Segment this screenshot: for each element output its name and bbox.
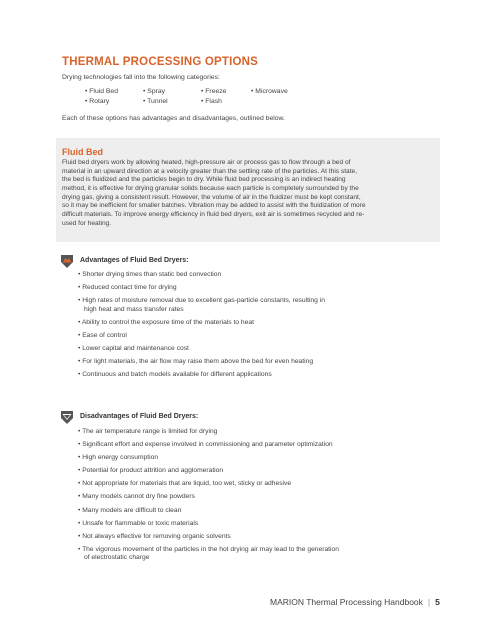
list-item: • For light materials, the air flow may raise them above the bed for even heating [78, 358, 438, 367]
fluid-bed-title: Fluid Bed [62, 147, 103, 157]
description-line: Fluid bed dryers work by allowing heated, high-pressure air or process gas to flow through a bed of [62, 159, 351, 166]
list-item: • Many models are difficult to clean [78, 507, 438, 516]
description-line: the bed is fluidized and the particles begin to dry. While fluid bed processing is an indirect heating [62, 176, 346, 184]
list-item: • The vigorous movement of the particles in the hot drying air may lead to the generation of electrostatic charge [78, 546, 438, 563]
description-line: method, it is effective for drying granular solids because each particle is completely surrounded by the [62, 184, 359, 192]
category-item: • Tunnel [143, 98, 201, 105]
thumbs-down-badge-icon [59, 409, 75, 425]
category-item: • Rotary [85, 98, 143, 105]
description-line: so it may be inefficient for smaller batches. Vibration may be added to assist with the fluidization of more [62, 202, 366, 210]
category-item: • Spray [143, 88, 201, 95]
list-item: • Continuous and batch models available for different applications [78, 371, 438, 380]
category-item: • Fluid Bed [85, 88, 143, 95]
fluid-bed-description [62, 159, 436, 228]
list-item: • Lower capital and maintenance cost [78, 345, 438, 354]
page-footer [270, 597, 440, 607]
disadvantages-list [78, 428, 438, 568]
list-item: • Ease of control [78, 332, 438, 341]
advantages-list [78, 271, 438, 384]
list-item: • Reduced contact time for drying [78, 284, 438, 293]
intro-text: Drying technologies fall into the following categories: [62, 74, 220, 81]
advantages-title: Advantages of Fluid Bed Dryers: [80, 257, 189, 264]
list-item: • Significant effort and expense involved in commissioning and parameter optimization [78, 441, 438, 450]
list-item: • The air temperature range is limited for drying [78, 428, 438, 437]
page-title: THERMAL PROCESSING OPTIONS [62, 56, 259, 68]
category-item: • Freeze [201, 88, 251, 95]
description-line: drying gas, giving a consistent result. However, the volume of air in the fluidizer must be kept constant, [62, 193, 361, 201]
list-item: • Many models cannot dry fine powders [78, 493, 438, 502]
list-item: • Potential for product attrition and agglomeration [78, 467, 438, 476]
description-line: difficult materials. To improve energy efficiency in fluid bed dryers, exit air is sometimes recycled and re- [62, 210, 365, 218]
list-item: • Not appropriate for materials that are liquid, too wet, sticky or adhesive [78, 480, 438, 489]
page-number: 5 [435, 597, 440, 607]
summary-text: Each of these options has advantages and disadvantages, outlined below. [62, 115, 285, 122]
disadvantages-title: Disadvantages of Fluid Bed Dryers: [80, 413, 199, 420]
category-item: • Flash [201, 98, 251, 105]
category-list [85, 88, 321, 105]
list-item: • Shorter drying times than static bed convection [78, 271, 438, 280]
thumbs-up-mountain-icon [59, 253, 75, 269]
list-item: • Not always effective for removing organic solvents [78, 533, 438, 542]
footer-separator: | [427, 597, 431, 607]
category-item: • Microwave [251, 88, 321, 95]
description-line: material in an upward direction at a velocity greater than the settling rate of the particles. At this state, [62, 167, 358, 175]
footer-title: MARION Thermal Processing Handbook [270, 597, 423, 607]
description-line: used for heating. [62, 219, 112, 227]
list-item: • High energy consumption [78, 454, 438, 463]
list-item: • Unsafe for flammable or toxic materials [78, 520, 438, 529]
list-item: • High rates of moisture removal due to excellent gas-particle constants, resulting in high heat and mass transfer rates [78, 297, 438, 314]
list-item: • Ability to control the exposure time of the materials to heat [78, 319, 438, 328]
